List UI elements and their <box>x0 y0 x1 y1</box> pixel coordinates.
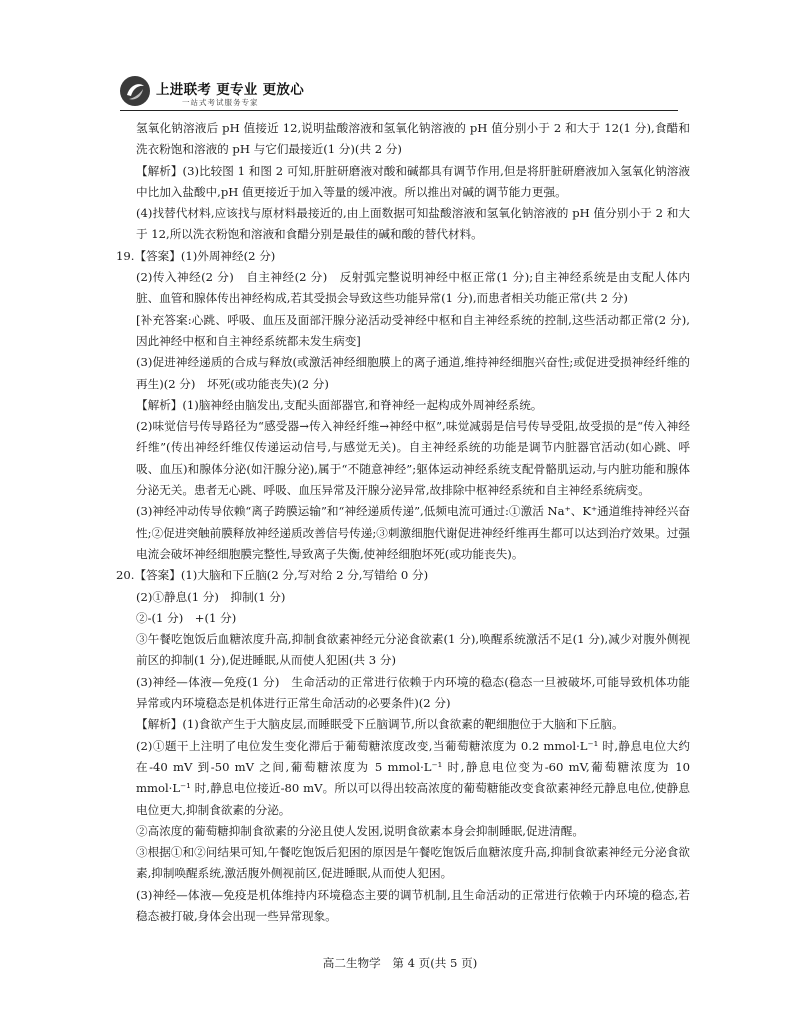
paragraph: ③根据①和②问结果可知,午餐吃饱饭后犯困的原因是午餐吃饱饭后血糖浓度升高,抑制食欲素神经元分泌食欲素,抑制唤醒系统,激活腹外侧视前区,促进睡眠,从而使人犯困。 <box>136 845 690 881</box>
header-slogan: 上进联考 更专业 更放心 <box>156 82 304 98</box>
paragraph: [补充答案:心跳、呼吸、血压及面部汗腺分泌活动受神经中枢和自主神经系统的控制,这些活动都正常(2 分),因此神经中枢和自主神经系统都未发生病变] <box>136 312 690 348</box>
paragraph: 19.【答案】(1)外周神经(2 分) <box>116 248 276 263</box>
paragraph: ③午餐吃饱饭后血糖浓度升高,抑制食欲素神经元分泌食欲素(1 分),唤醒系统激活不足(1 分),减少对腹外侧视前区的抑制(1 分),促进睡眠,从而使人犯困(共 3 分) <box>136 632 690 668</box>
paragraph: 20.【答案】(1)大脑和下丘脑(2 分,写对给 2 分,写错给 0 分) <box>116 568 429 583</box>
paragraph: (2)传入神经(2 分) 自主神经(2 分) 反射弧完整说明神经中枢正常(1 分);自主神经系统是由支配人体内脏、血管和腺体传出神经构成,若其受损会导致这些功能异常(1 分),而患者相关功能正常(共 2 分) <box>136 270 690 306</box>
paragraph: 【解析】(3)比较图 1 和图 2 可知,肝脏研磨液对酸和碱都具有调节作用,但是将肝脏研磨液加入氢氧化钠溶液中比加入盐酸中,pH 值更接近于加入等量的缓冲液。所以推出对碱的调节能力更强。 <box>136 163 690 199</box>
paragraph: (4)找替代材料,应该找与原材料最接近的,由上面数据可知盐酸溶液和氢氧化钠溶液的 pH 值分别小于 2 和大于 12,所以洗衣粉饱和溶液和食醋分别是最佳的碱和酸的替代材料。 <box>136 206 690 242</box>
header-divider <box>120 110 678 111</box>
paragraph: (3)促进神经递质的合成与释放(或激活神经细胞膜上的离子通道,维持神经细胞兴奋性;或促进受损神经纤维的再生)(2 分) 坏死(或功能丧失)(2 分) <box>136 355 690 391</box>
paragraph: (2)①题干上注明了电位发生变化滞后于葡萄糖浓度改变,当葡萄糖浓度为 0.2 mmol·L⁻¹ 时,静息电位大约在-40 mV 到-50 mV 之间,葡萄糖浓度为 5 mmol·L⁻¹ 时,静息电位变为-60 mV,葡萄糖浓度为 10 mmol·L⁻¹ 时,静息电位接近-80 mV。所以可以得出较高浓度的葡萄糖能改变食欲素神经元静息电位,使静息电位更大,抑制食欲素的分泌。 <box>136 738 690 817</box>
header-sub-slogan: 一站式考试服务专家 <box>182 98 259 107</box>
paragraph: 【解析】(1)脑神经由脑发出,支配头面部器官,和脊神经一起构成外周神经系统。 <box>136 397 543 412</box>
paragraph: (2)味觉信号传导路径为“感受器→传入神经纤维→神经中枢”,味觉减弱是信号传导受阻,故受损的是“传入神经纤维”(传出神经纤维仅传递运动信号,与感觉无关)。自主神经系统的功能是调节内脏器官活动(如心跳、呼吸、血压)和腺体分泌(如汗腺分泌),属于“不随意神经”;躯体运动神经系统支配骨骼肌运动,与内脏功能和腺体分泌无关。患者无心跳、呼吸、血压异常及汗腺分泌异常,故排除中枢神经系统和自主神经系统病变。 <box>136 419 690 498</box>
paragraph: (3)神经—体液—免疫是机体维持内环境稳态主要的调节机制,且生命活动的正常进行依赖于内环境的稳态,若稳态被打破,身体会出现一些异常现象。 <box>136 887 690 923</box>
page-footer: 高二生物学 第 4 页(共 5 页) <box>322 956 478 970</box>
paragraph: (2)①静息(1 分) 抑制(1 分) <box>136 589 286 604</box>
paragraph: 氢氧化钠溶液后 pH 值接近 12,说明盐酸溶液和氢氧化钠溶液的 pH 值分别小于 2 和大于 12(1 分),食醋和洗衣粉饱和溶液的 pH 与它们最接近(1 分)(共 2 分) <box>136 121 690 157</box>
brand-logo-icon <box>118 74 152 108</box>
page-header <box>118 74 678 114</box>
paragraph: ②-(1 分) +(1 分) <box>136 610 237 625</box>
paragraph: (3)神经—体液—免疫(1 分) 生命活动的正常进行依赖于内环境的稳态(稳态一旦被破坏,可能导致机体功能异常或内环境稳态是机体进行正常生命活动的必要条件)(2 分) <box>136 674 690 711</box>
paragraph: 【解析】(1)食欲产生于大脑皮层,而睡眠受下丘脑调节,所以食欲素的靶细胞位于大脑和下丘脑。 <box>136 717 624 732</box>
paragraph: ②高浓度的葡萄糖抑制食欲素的分泌且使人发困,说明食欲素本身会抑制睡眠,促进清醒。 <box>136 823 584 838</box>
paragraph: (3)神经冲动传导依赖“离子跨膜运输”和“神经递质传递”,低频电流可通过:①激活 Na⁺、K⁺通道维持神经兴奋性;②促进突触前膜释放神经递质改善信号传递;③刺激细胞代谢促进神经纤维再生都可以达到治疗效果。过强电流会破坏神经细胞膜完整性,导致离子失衡,使神经细胞坏死(或功能丧失)。 <box>136 504 690 561</box>
answer-content <box>116 118 690 927</box>
